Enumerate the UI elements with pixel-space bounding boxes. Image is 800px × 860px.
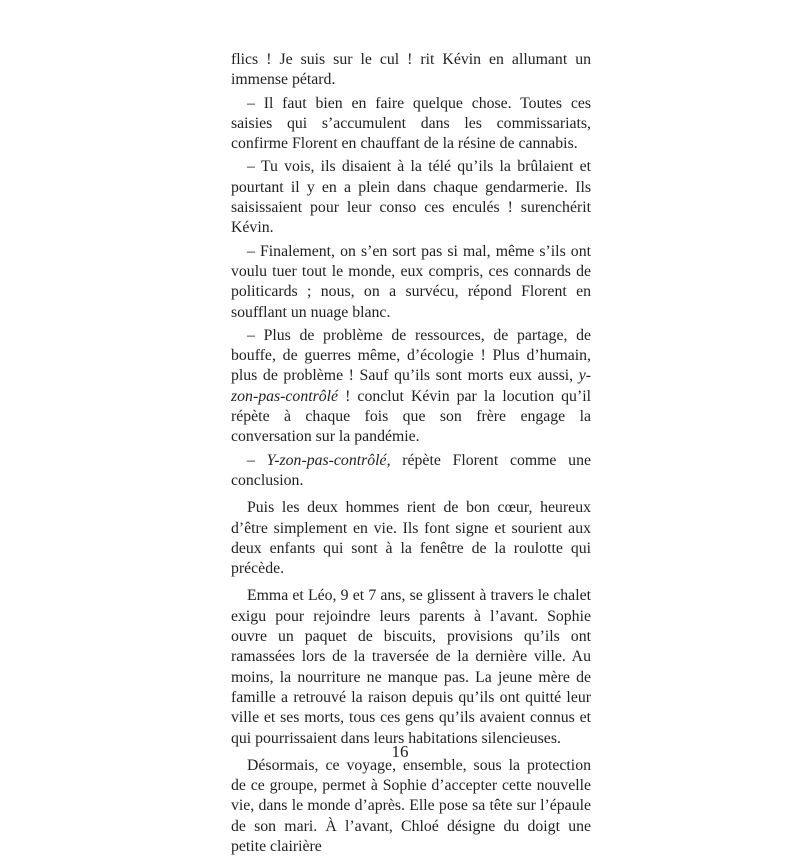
text-run: , répète Florent comme une conclusion. — [231, 451, 591, 489]
text-run: – Tu vois, ils disaient à la télé qu’ils la brûlaient et pourtant il y en a plein dans chaque gendarmerie. Ils saisissaient pour leur conso ces enculés ! surenchérit Kévin. — [231, 158, 591, 237]
text-run: – Plus de problème de ressources, de partage, de bouffe, de guerres même, d’écologie ! Plus d’humain, plus de problème ! Sauf qu’ils sont morts eux aussi, — [231, 326, 591, 385]
paragraph — [231, 242, 591, 323]
paragraph — [231, 498, 591, 579]
paragraph — [231, 326, 591, 448]
paragraph — [231, 157, 591, 238]
text-run: Emma et Léo, 9 et 7 ans, se glissent à travers le chalet exigu pour rejoindre leurs parents à l’avant. Sophie ouvre un paquet de biscuits, provisions qu’ils ont ramassées lors de la traversée de la dernière ville. Au moins, la nourriture ne manque pas. La jeune mère de famille a retrouvé la raison depuis qu’ils ont quitté leur ville et ses morts, tous ces gens qu’ils avaient connus et qui pourrissaient dans leurs habitations silencieuses. — [231, 587, 591, 747]
paragraph — [231, 50, 591, 91]
paragraph — [231, 94, 591, 155]
text-run: Puis les deux hommes rient de bon cœur, heureux d’être simplement en vie. Ils font signe et sourient aux deux enfants qui sont à la fenêtre de la roulotte qui précède. — [231, 499, 591, 578]
text-run: flics ! Je suis sur le cul ! rit Kévin en allumant un immense pétard. — [231, 51, 591, 89]
paragraph — [231, 451, 591, 492]
body-text — [231, 50, 591, 860]
italic-phrase: Y-zon-pas-contrôlé — [266, 451, 387, 469]
text-run: – Finalement, on s’en sort pas si mal, même s’ils ont voulu tuer tout le monde, eux compris, ces connards de politicards ; nous, on a survécu, répond Florent en soufflant un nuage blanc. — [231, 242, 591, 321]
paragraph — [231, 586, 591, 748]
page-number: 16 — [391, 742, 409, 761]
text-run: – — [247, 451, 267, 469]
paragraph — [231, 756, 591, 857]
text-run: – Il faut bien en faire quelque chose. Toutes ces saisies qui s’accumulent dans les commissariats, confirme Florent en chauffant de la résine de cannabis. — [231, 94, 591, 153]
text-run: Désormais, ce voyage, ensemble, sous la protection de ce groupe, permet à Sophie d’accepter cette nouvelle vie, dans le monde d’après. Elle pose sa tête sur l’épaule de son mari. À l’avant, Chloé désigne du doigt une petite clairière — [231, 756, 591, 855]
text-run: ! conclut Kévin par la locution qu’il répète à chaque fois que son frère engage la conversation sur la pandémie. — [231, 387, 591, 446]
italic-phrase: y-zon-pas-contrôlé — [231, 367, 591, 405]
